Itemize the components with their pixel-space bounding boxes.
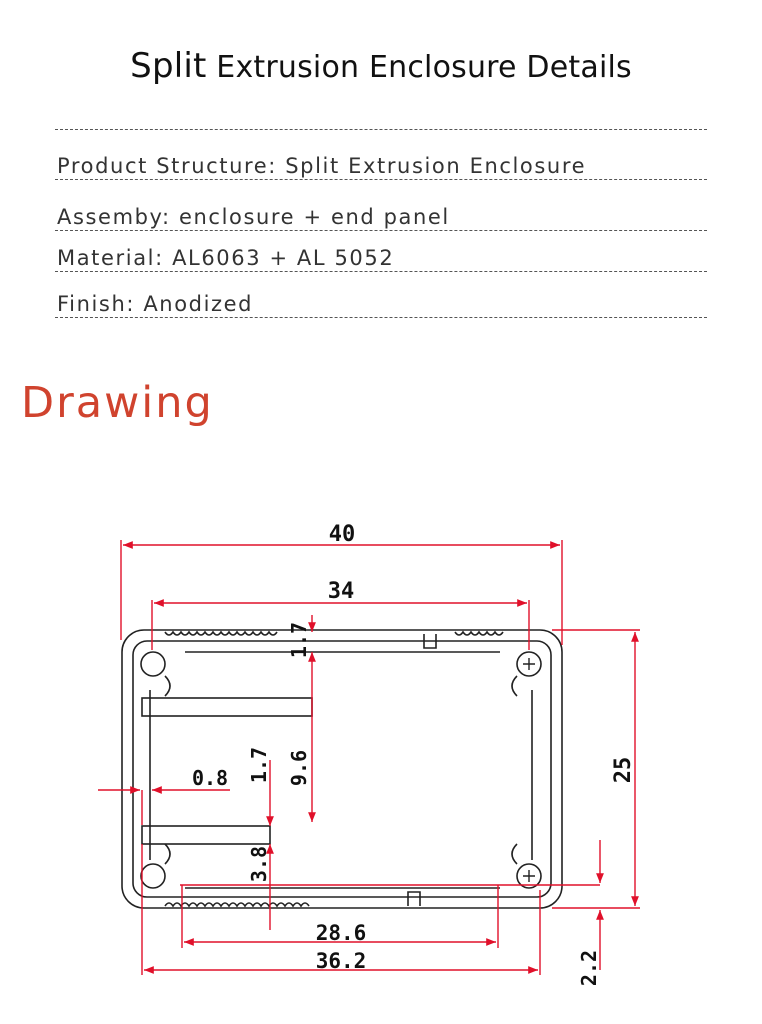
title-bold-word: Split bbox=[130, 46, 207, 86]
screw-boss-top-left bbox=[141, 652, 165, 676]
lower-slot-rail bbox=[142, 826, 270, 844]
enclosure-profile bbox=[122, 630, 562, 908]
bottom-ribs bbox=[165, 903, 309, 906]
top-ribs bbox=[165, 632, 277, 635]
spec-finish-text: Finish: Anodized bbox=[57, 292, 254, 316]
dim-label-2-2: 2.2 bbox=[577, 949, 601, 987]
locating-tabs bbox=[408, 634, 436, 906]
dim-label-3-8: 3.8 bbox=[247, 845, 271, 883]
dim-label-9-6: 9.6 bbox=[287, 749, 311, 787]
dim-label-40: 40 bbox=[328, 522, 356, 547]
upper-slot-rail bbox=[142, 698, 312, 716]
outer-shell bbox=[122, 630, 562, 908]
drawing-heading: Drawing bbox=[21, 378, 214, 428]
screw-boss-bottom-left bbox=[141, 864, 165, 888]
title-rest: Extrusion Enclosure Details bbox=[206, 50, 632, 85]
dimension-lines bbox=[98, 540, 640, 975]
spec-structure-text: Product Structure: Split Extrusion Enclosure bbox=[57, 154, 587, 178]
cross-marks bbox=[523, 658, 535, 882]
dim-label-slot-wall: 1.7 bbox=[247, 746, 271, 784]
dim-label-top-wall: 1.7 bbox=[287, 621, 311, 659]
spec-assembly-text: Assemby: enclosure + end panel bbox=[57, 205, 450, 229]
top-ribs-right bbox=[455, 632, 503, 635]
dim-label-36-2: 36.2 bbox=[315, 949, 367, 973]
dim-label-0-8: 0.8 bbox=[191, 766, 229, 790]
dim-label-25: 25 bbox=[611, 756, 636, 784]
dim-label-28-6: 28.6 bbox=[315, 921, 367, 945]
dim-label-34: 34 bbox=[327, 579, 355, 604]
spec-material-text: Material: AL6063 + AL 5052 bbox=[57, 246, 395, 270]
dimension-labels bbox=[192, 522, 636, 986]
